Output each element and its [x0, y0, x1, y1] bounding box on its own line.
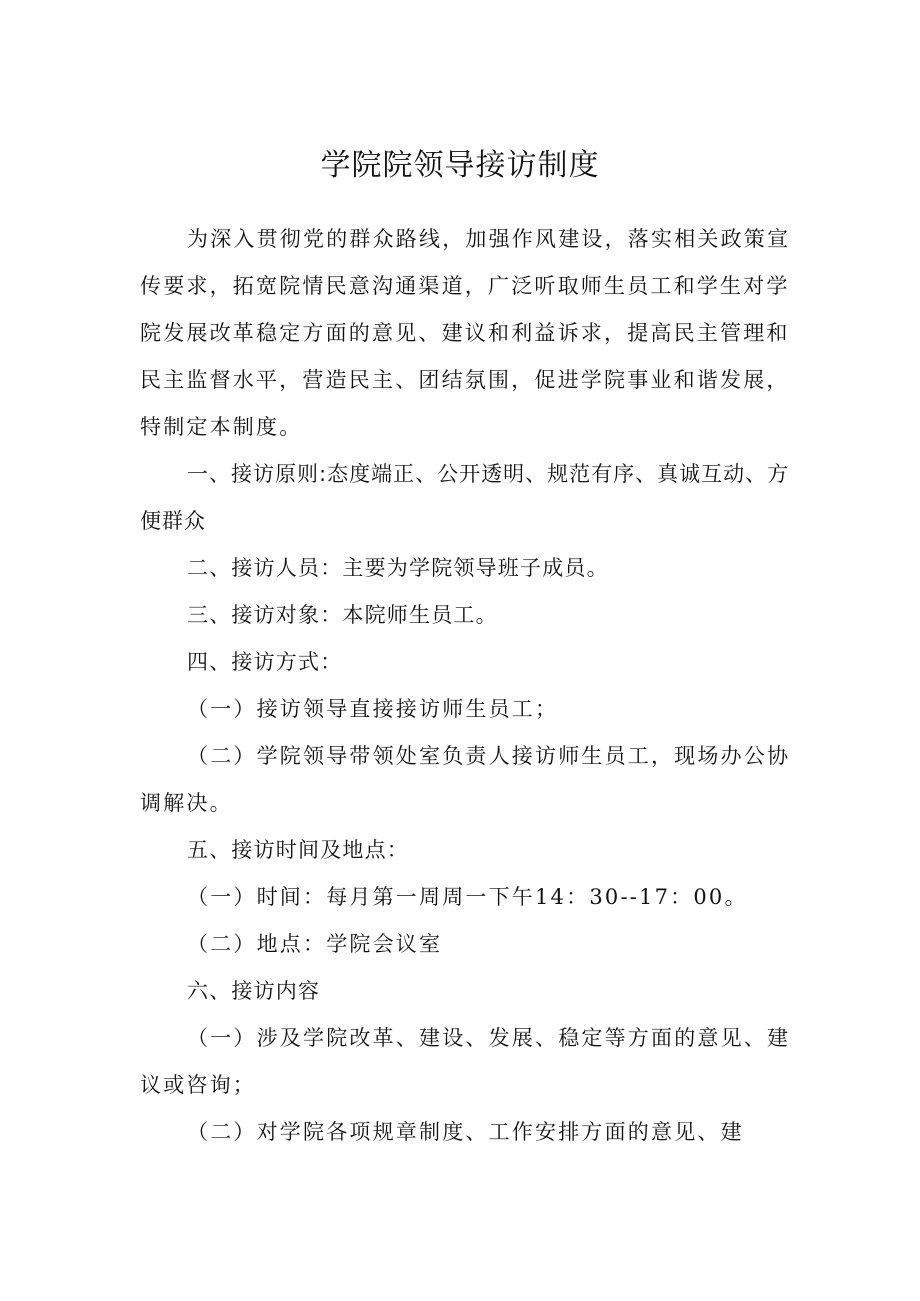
section-1-principles: 一、接访原则:态度端正、公开透明、规范有序、真诚互动、方便群众	[140, 462, 790, 533]
section-5-time-place: 五、接访时间及地点：	[187, 838, 409, 862]
section-2-staff: 二、接访人员：主要为学院领导班子成员。	[187, 556, 609, 580]
section-6-item-1: （一）涉及学院改革、建设、发展、稳定等方面的意见、建议或咨询；	[140, 1026, 791, 1097]
section-4-item-1: （一）接访领导直接接访师生员工；	[187, 697, 559, 721]
document-body	[140, 216, 796, 1156]
section-6-content: 六、接访内容	[187, 979, 321, 1003]
section-6-item-2: （二）对学院各项规章制度、工作安排方面的意见、建	[187, 1120, 744, 1144]
section-5-item-2: （二）地点：学院会议室	[187, 932, 443, 956]
section-4-methods: 四、接访方式：	[187, 650, 343, 674]
intro-paragraph: 为深入贯彻党的群众路线，加强作风建设，落实相关政策宣传要求，拓宽院情民意沟通渠道，广泛听取师生员工和学生对学院发展改革稳定方面的意见、建议和利益诉求，提高民主管理和民主监督水平，营造民主、团结氛围，促进学院事业和谐发展，特制定本制度。	[140, 227, 791, 439]
document-title: 学院院领导接访制度	[320, 148, 600, 183]
section-4-item-2: （二）学院领导带领处室负责人接访师生员工，现场办公协调解决。	[140, 744, 791, 815]
section-3-targets: 三、接访对象：本院师生员工。	[187, 603, 498, 627]
section-5-item-1: （一）时间：每月第一周周一下午14：30--17：00。	[187, 885, 748, 909]
